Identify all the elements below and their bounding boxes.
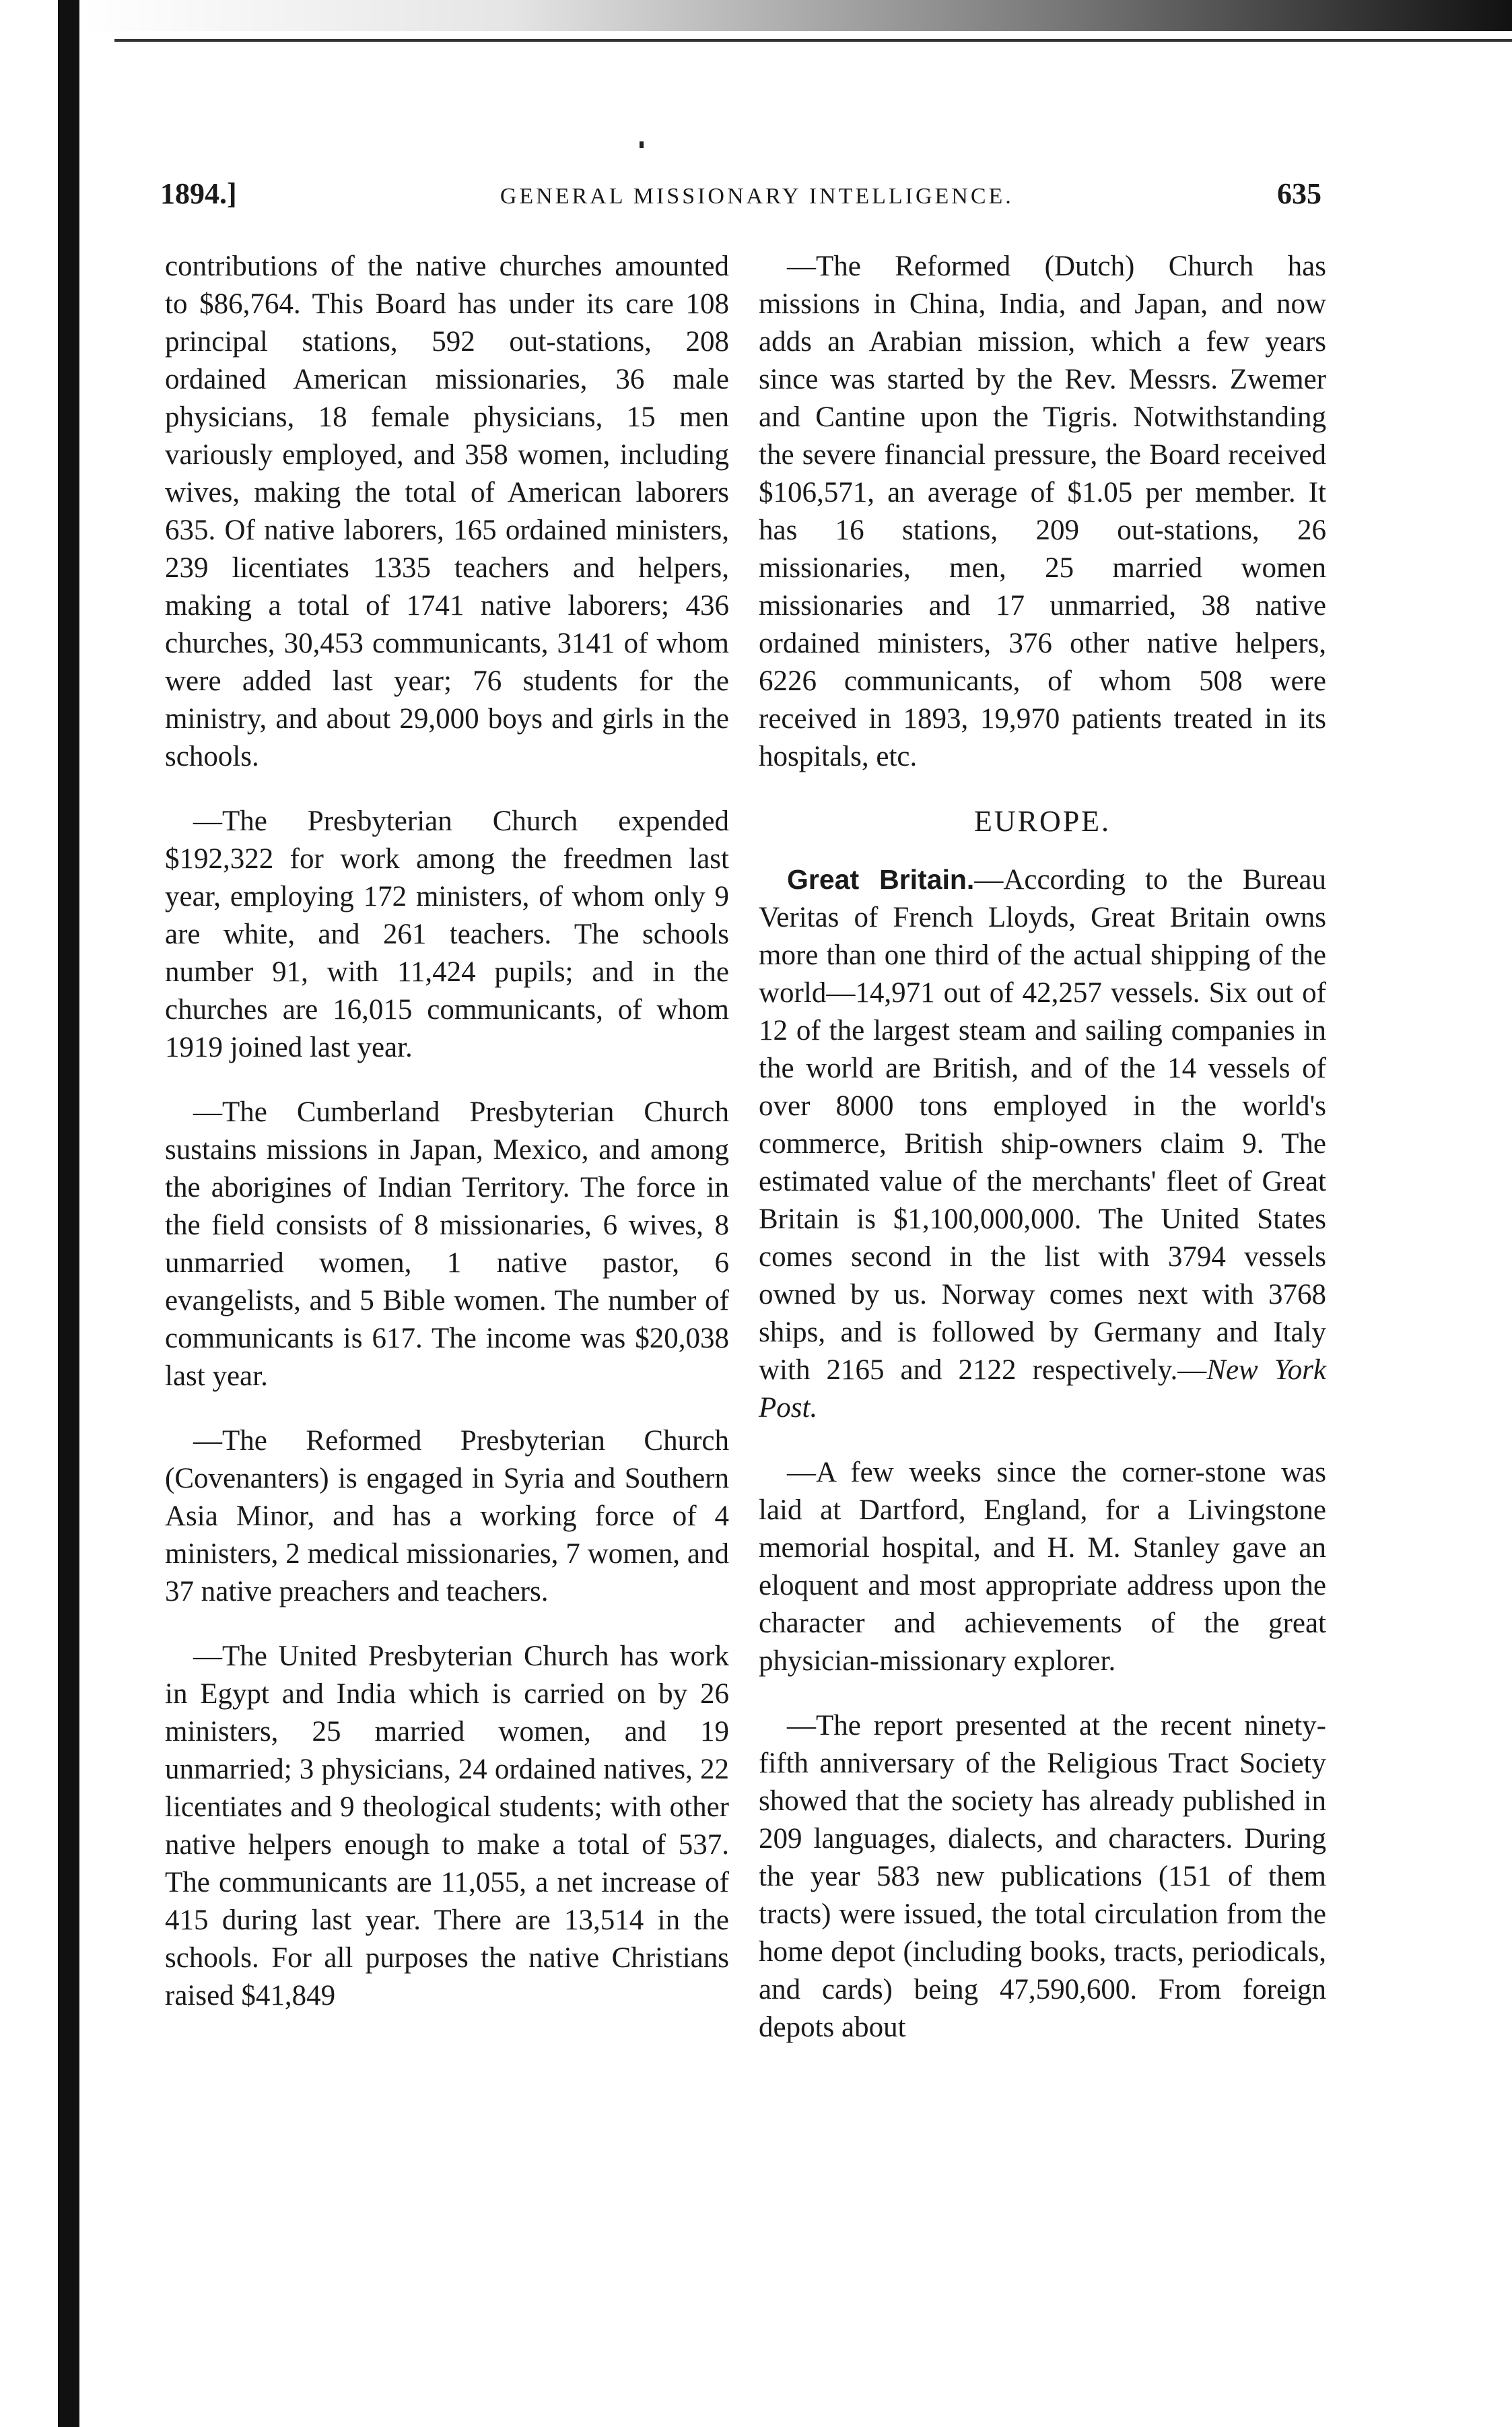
header-year: 1894.]	[160, 177, 237, 210]
paragraph-great-britain	[759, 861, 1326, 1427]
paragraph-reformed-dutch: —The Reformed (Dutch) Church has missions in China, India, and Japan, and now adds an Arabian mission, which a few years since was started by the Rev. Messrs. Zwemer and Cantine upon the Tigris. Notwithstanding the severe financial pressure, the Board received $106,571, an average of $1.05 per member. It has 16 stations, 209 out-stations, 26 missionaries, men, 25 married women missionaries and 17 unmarried, 38 native ordained ministers, 376 other native helpers, 6226 communicants, of whom 508 were received in 1893, 19,970 patients treated in its hospitals, etc.	[759, 251, 1326, 772]
lead-term-great-britain: Great Britain.	[787, 864, 975, 895]
left-column	[165, 248, 729, 2042]
scan-top-shadow	[79, 0, 1512, 31]
right-column	[759, 248, 1326, 2073]
scan-top-rule	[114, 39, 1512, 42]
paragraph-cumberland-presbyterian: —The Cumberland Presbyterian Church sustains missions in Japan, Mexico, and among the aborigines of Indian Territory. The force in the field consists of 8 missionaries, 6 wives, 8 unmarried women, 1 native pastor, 6 evangelists, and 5 Bible women. The number of communicants is 617. The income was $20,038 last year.	[165, 1096, 729, 1392]
paragraph-reformed-presbyterian: —The Reformed Presbyterian Church (Covenanters) is engaged in Syria and Southern Asia Minor, and has a working force of 4 ministers, 2 medical missionaries, 7 women, and 37 native preachers and teachers.	[165, 1425, 729, 1607]
scan-edge-shadow	[58, 0, 79, 2427]
great-britain-text: —According to the Bureau Veritas of French Lloyds, Great Britain owns more than one third of the actual shipping of the world—14,971 out of 42,257 vessels. Six out of 12 of the largest steam and sailing companies in the world are British, and of the 14 vessels of over 8000 tons employed in the world's commerce, British ship-owners claim 9. The estimated value of the merchants' fleet of Great Britain is $1,100,000,000. The United States comes second in the list with 3794 vessels owned by us. Norway comes next with 3768 ships, and is followed by Germany and Italy with 2165 and 2122 respectively.—	[759, 864, 1326, 1386]
section-heading-europe: EUROPE.	[973, 805, 1111, 838]
paragraph-livingstone-hospital: —A few weeks since the corner-stone was laid at Dartford, England, for a Livingstone memorial hospital, and H. M. Stanley gave an eloquent and most appropriate address upon the character and achievements of the great physician-missionary explorer.	[759, 1457, 1326, 1677]
paragraph-board-statistics: contributions of the native churches amounted to $86,764. This Board has under its care 108 principal stations, 592 out-stations, 208 ordained American missionaries, 36 male physicians, 18 female physicians, 15 men variously employed, and 358 women, including wives, making the total of American laborers 635. Of native laborers, 165 ordained ministers, 239 licentiates 1335 teachers and helpers, making a total of 1741 native laborers; 436 churches, 30,453 communicants, 3141 of whom were added last year; 76 students for the ministry, and about 29,000 boys and girls in the schools.	[165, 251, 729, 772]
header-title: GENERAL MISSIONARY INTELLIGENCE.	[500, 184, 1014, 209]
source-citation: New York Post.	[759, 1354, 1327, 1424]
scan-speck	[640, 141, 644, 148]
page-number: 635	[1277, 177, 1321, 210]
running-head	[160, 176, 1321, 217]
paragraph-united-presbyterian: —The United Presbyterian Church has work in Egypt and India which is carried on by 26 ministers, 25 married women, and 19 unmarried; 3 physicians, 24 ordained natives, 22 licentiates and 9 theological students; with other native helpers enough to make a total of 537. The communicants are 11,055, a net increase of 415 during last year. There are 13,514 in the schools. For all purposes the native Christians raised $41,849	[165, 1640, 729, 2012]
paragraph-tract-society: —The report presented at the recent ninety-fifth anniversary of the Religious Tract Society showed that the society has already published in 209 languages, dialects, and characters. During the year 583 new publications (151 of them tracts) were issued, the total circulation from the home depot (including books, tracts, periodicals, and cards) being 47,590,600. From foreign depots about	[759, 1710, 1326, 2043]
paragraph-presbyterian-freedmen: —The Presbyterian Church expended $192,322 for work among the freedmen last year, employing 172 ministers, of whom only 9 are white, and 261 teachers. The schools number 91, with 11,424 pupils; and in the churches are 16,015 communicants, of whom 1919 joined last year.	[165, 805, 729, 1063]
